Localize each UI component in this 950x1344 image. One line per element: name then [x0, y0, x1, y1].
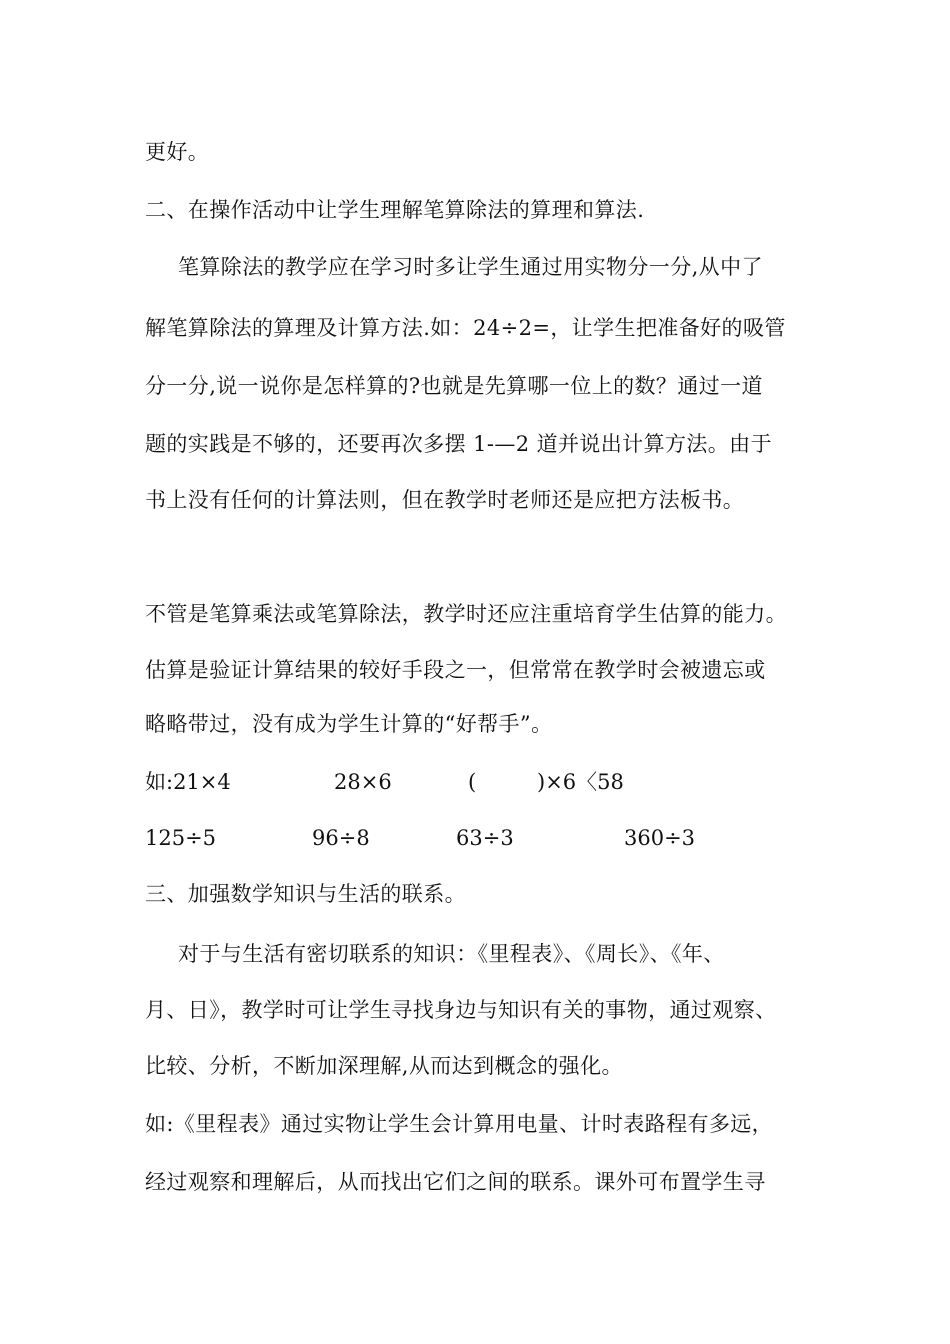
paragraph-continuation: 更好。 [145, 140, 210, 164]
paragraph-line: 经过观察和理解后，从而找出它们之间的联系。课外可布置学生寻 [145, 1170, 766, 1194]
paragraph-line: 月、日》，教学时可让学生寻找身边与知识有关的事物，通过观察、 [145, 998, 777, 1022]
paragraph-line: 对于与生活有密切联系的知识：《里程表》、《周长》、《年、 [178, 942, 725, 966]
paragraph-line: 解笔算除法的算理及计算方法.如：24÷2=，让学生把准备好的吸管 [145, 316, 786, 340]
paragraph-line: 不管是笔算乘法或笔算除法，教学时还应注重培育学生估算的能力。 [145, 602, 787, 626]
section-heading-3: 三、加强数学知识与生活的联系。 [145, 882, 466, 906]
paragraph-line: 比较、分析，不断加深理解,从而达到概念的强化。 [145, 1054, 623, 1078]
paragraph-line: 如:《里程表》通过实物让学生会计算用电量、计时表路程有多远， [145, 1112, 774, 1136]
example-item: 63÷3 [456, 826, 514, 850]
example-item: 如:21×4 [145, 770, 231, 794]
example-item: 125÷5 [145, 826, 217, 850]
example-item: )×6〈58 [537, 770, 624, 794]
paragraph-line: 分一分,说一说你是怎样算的?也就是先算哪一位上的数？通过一道 [145, 374, 763, 398]
example-item: 96÷8 [312, 826, 370, 850]
paragraph-line: 略略带过，没有成为学生计算的“好帮手”。 [145, 712, 553, 736]
paragraph-line: 笔算除法的教学应在学习时多让学生通过用实物分一分,从中了 [178, 255, 763, 279]
paragraph-line: 题的实践是不够的，还要再次多摆 1-—2 道并说出计算方法。由于 [145, 432, 772, 456]
example-item: ( [468, 770, 477, 794]
section-heading-2: 二、在操作活动中让学生理解笔算除法的算理和算法. [145, 198, 645, 222]
paragraph-line: 书上没有任何的计算法则，但在教学时老师还是应把方法板书。 [145, 488, 745, 512]
example-item: 360÷3 [624, 826, 696, 850]
example-item: 28×6 [334, 770, 392, 794]
paragraph-line: 估算是验证计算结果的较好手段之一，但常常在教学时会被遗忘或 [145, 658, 766, 682]
